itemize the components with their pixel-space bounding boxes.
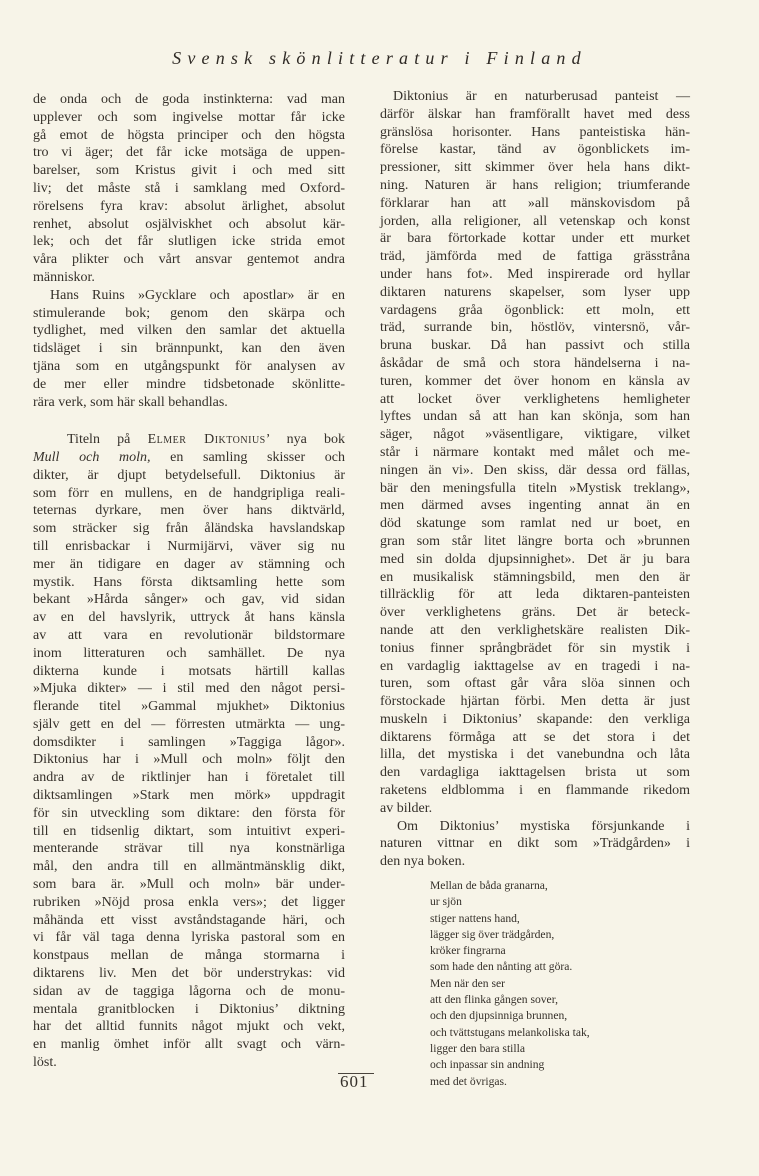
text-line: av bilder.	[380, 800, 433, 816]
text-line: vi får väl taga denna lyriska pastoral som en	[33, 930, 345, 946]
text-line: raketens eldblomma i en flammande rikedom	[380, 783, 690, 799]
paragraph	[380, 818, 690, 871]
text-line: mystik. Hans första diktsamling hette som	[33, 574, 345, 590]
page-number: 601	[340, 1072, 369, 1091]
text-line: upplever och som ingivelse mottar får icke	[33, 109, 345, 125]
text-segment: en samling skisser och	[150, 449, 345, 465]
paragraph	[380, 88, 690, 818]
text-line: vardagens gråa ögonblick: ett moln, ett	[380, 302, 690, 318]
text-line: konstpaus mellan de många stormarna i	[33, 948, 345, 964]
poem-line: stiger nattens hand,	[430, 911, 520, 925]
text-line: dikterna kunde i motsats härtill kallas	[33, 663, 345, 679]
poem-line: lägger sig över trädgården,	[430, 927, 555, 941]
text-line: av en del havslyrik, uttryck åt hans känsla	[33, 610, 345, 626]
text-line: förelse kastar, tänd av ögonblickets im-	[380, 142, 690, 158]
text-line	[33, 431, 345, 449]
text-line: turen, som oftast går våra slöa sinnen och	[380, 676, 690, 692]
text-line: Diktonius har i »Mull och moln» följt den	[33, 752, 345, 768]
text-line: åskådar de små och stora händelserna i na-	[380, 355, 690, 371]
text-line: diktsamlingen »Stark men mörk» uppdragit	[33, 788, 345, 804]
text-line: liv; det måste stå i samklang med Oxford-	[33, 180, 345, 196]
text-line: säger, något »väsentligare, viktigare, vilket	[380, 427, 690, 443]
text-line: Hans Ruins »Gycklare och apostlar» är en	[50, 287, 345, 303]
text-line: diktarens liv. Men det bör understrykas: vid	[33, 966, 345, 982]
poem-line: Men när den ser	[430, 976, 506, 990]
text-line: de onda och de goda instinkterna: vad man	[33, 92, 345, 107]
text-line: gå emot de högsta principer och den högsta	[33, 127, 345, 143]
paragraph	[33, 91, 345, 287]
text-line: flerande titel »Gammal mjukhet» Diktonius	[33, 699, 345, 715]
text-line: turen, kommer det över honom en känsla av	[380, 373, 690, 389]
text-line: våra plikter och vårt ansvar gentemot andra	[33, 252, 345, 268]
text-line: att locket över verklighetens hemligheter	[380, 391, 690, 407]
poem-line: och den djupsinniga brunnen,	[430, 1009, 568, 1023]
text-line: träd, surrande bin, höstlöv, vintersnö, vår-	[380, 320, 690, 336]
text-line: till enrisbackar i Nurmijärvi, väver sig nu	[33, 538, 345, 554]
text-line: bekant »Hårda sånger» och gav, vid sidan	[33, 592, 345, 608]
text-line: är bara förtorkade kottar under ett murket	[380, 231, 690, 247]
text-line: domsdikter i samlingen »Taggiga lågor».	[33, 734, 345, 750]
text-line: teternas dyrkare, men över hans diktvärld,	[33, 503, 345, 519]
text-line: lyftes undan så att han kan skönja, som han	[380, 409, 690, 425]
text-line: för sin utveckling som diktare: den första för	[33, 805, 345, 821]
poem-line: och tvättstugans melankoliska tak,	[430, 1025, 590, 1039]
text-line: tjäna som en utgångspunkt för analysen av	[33, 358, 345, 374]
text-line: dikter, är djupt betydelsefull. Diktonius är	[33, 467, 345, 483]
text-line: över verklighetens gräns. Det är beteck-	[380, 605, 690, 621]
text-line: en vardaglig iakttagelse av en tragedi i na-	[380, 658, 690, 674]
text-line: av att vara en revolutionär bildstormare	[33, 627, 345, 643]
book-title: Mull och moln,	[33, 449, 151, 465]
text-line: med sin dolda djupsinnighet». Det är ju bara	[380, 551, 690, 567]
text-line: de mer eller mindre tidsbetonade skönlitte-	[33, 376, 345, 392]
text-line: Om Diktonius’ mystiska försjunkande i	[397, 818, 690, 834]
text-segment: Titeln på	[67, 432, 148, 448]
right-column	[380, 88, 690, 871]
text-line: naturen vittnar en dikt som »Trädgården» i	[380, 836, 690, 852]
text-line: tonius finner språngbrädet för sin mystik i	[380, 640, 690, 656]
text-line: stimulerande bok; genom den skärpa och	[33, 305, 345, 321]
text-line: måhända ett visst avståndstagande häri, och	[33, 912, 345, 928]
poem-line: kröker fingrarna	[430, 944, 506, 958]
paragraph	[33, 287, 345, 412]
text-line: ningen än vi». Den skiss, där dessa ord fällas,	[380, 462, 690, 478]
running-head-title: Svensk skönlitteratur i Finland	[172, 48, 587, 68]
text-line: men därmed avses ingenting annat än en	[380, 498, 690, 514]
text-line: »Mjuka dikter» — i stil med den något persi-	[33, 681, 345, 697]
text-line: barelser, som Kristus givit i och med sitt	[33, 163, 345, 179]
text-line: bär den meningsfulla titeln »Mystisk treklang»,	[380, 480, 690, 496]
text-line: jorden, alla religioner, all vetenskap och konst	[380, 213, 690, 229]
text-line: tillräcklig för att leda diktaren-panteisten	[380, 587, 690, 603]
poem-line: med det övrigas.	[430, 1074, 507, 1088]
text-line: rörelsens fyra krav: absolut ärlighet, absolut	[33, 198, 345, 214]
text-line: renhet, absolut osjälviskhet och absolut kär-	[33, 216, 345, 232]
text-line: tidsläget i sin brännpunkt, kan den även	[33, 341, 345, 357]
text-line: mer än tidigare en dager av stämning och	[33, 556, 345, 572]
text-line: pressioner, sitt skimmer över hela hans dikt-	[380, 160, 690, 176]
poem-line: ur sjön	[430, 895, 462, 909]
text-line: tydlighet, med vilken den samlar det aktuella	[33, 323, 345, 339]
text-line: den nya boken.	[380, 854, 466, 870]
text-line: gran som står litet längre borta och »brunnen	[380, 533, 690, 549]
text-line: själv gett en del — förresten utmärkta — ung-	[33, 716, 345, 732]
paragraph	[33, 431, 345, 1072]
text-line: mentala granitblocken i Diktonius’ diktning	[33, 1001, 345, 1017]
text-line: förklarar han att »all mänskovisdom på	[380, 195, 690, 211]
author-name: Elmer Diktonius	[147, 432, 266, 448]
poem-line: ligger den bara stilla	[430, 1041, 525, 1055]
text-line: nande att den verklighetskäre realisten Dik-	[380, 622, 690, 638]
text-line: som bara är. »Mull och moln» bär under-	[33, 877, 345, 893]
text-line	[33, 449, 345, 467]
text-line: en manlig ömhet inför allt svagt och värn-	[33, 1037, 345, 1053]
text-line: rubriken »Nöjd prosa enkla vers»; det ligger	[33, 894, 345, 910]
text-line: bruna buskar. Då han passivt och stilla	[380, 338, 690, 354]
text-line: diktarens förmåga att se det stora i det	[380, 729, 690, 745]
text-segment: ’ nya bok	[265, 432, 345, 448]
left-column	[33, 91, 345, 1072]
text-line: mål, den andra till en allmäntmänsklig dikt,	[33, 859, 345, 875]
text-line: ning. Naturen är hans religion; triumferande	[380, 177, 690, 193]
poem-line: att den flinka gången sover,	[430, 993, 558, 1007]
text-line: inom litteraturen och samhället. De nya	[33, 645, 345, 661]
poem-quote	[430, 878, 590, 1090]
text-line: rära verk, som här skall behandlas.	[33, 394, 228, 410]
text-line: därför älskar han framförallt havet med dess	[380, 106, 690, 122]
poem-line: och inpassar sin andning	[430, 1058, 545, 1072]
poem-line: Mellan de båda granarna,	[430, 879, 548, 892]
text-line: den vardagliga iakttagelsen brista ut som	[380, 765, 690, 781]
text-line: har det alltid funnits något mjukt och vekt,	[33, 1019, 345, 1035]
text-line: en musikalisk stämningsbild, men den är	[380, 569, 690, 585]
text-line: lilla, det mystiska i det vanebundna och låta	[380, 747, 690, 763]
text-line: under hans fot». Med inspirerade ord hyllar	[380, 266, 690, 282]
text-line: andra av de riktlinjer han i företalet till	[33, 770, 345, 786]
text-line: förstockade hjärtan förbi. Men detta är just	[380, 694, 690, 710]
text-line: människor.	[33, 269, 95, 285]
text-line: muskeln i Diktonius’ skapande: den verkliga	[380, 711, 690, 727]
text-line: som sträcker sig från åländska havslandskap	[33, 521, 345, 537]
text-line: diktaren naturens skapelser, som lyser upp	[380, 284, 690, 300]
text-line: sidan av de taggiga lågorna och de monu-	[33, 983, 345, 999]
text-line: lek; och det får slutligen icke strida emot	[33, 234, 345, 250]
text-line: till en tidsenlig diktart, som intuitivt experi-	[33, 823, 345, 839]
text-line: gränslösa horisonter. Hans panteistiska hän-	[380, 124, 690, 140]
text-line: menterande strävar till nya konstnärliga	[33, 841, 345, 857]
text-line: död skatunge som ramlat ned ur boet, en	[380, 516, 690, 532]
text-line: står i närmare kontakt med målet och me-	[380, 444, 690, 460]
text-line: Diktonius är en naturberusad panteist —	[393, 89, 690, 104]
poem-line: som hade den nånting att göra.	[430, 960, 573, 974]
text-line: som förr en mullens, en de handgripliga reali-	[33, 485, 345, 501]
text-line: löst.	[33, 1055, 57, 1071]
text-line: träd, jämförda med de fattiga grässtråna	[380, 249, 690, 265]
text-line: tro vi äger; det får icke motsäga de uppen-	[33, 145, 345, 161]
